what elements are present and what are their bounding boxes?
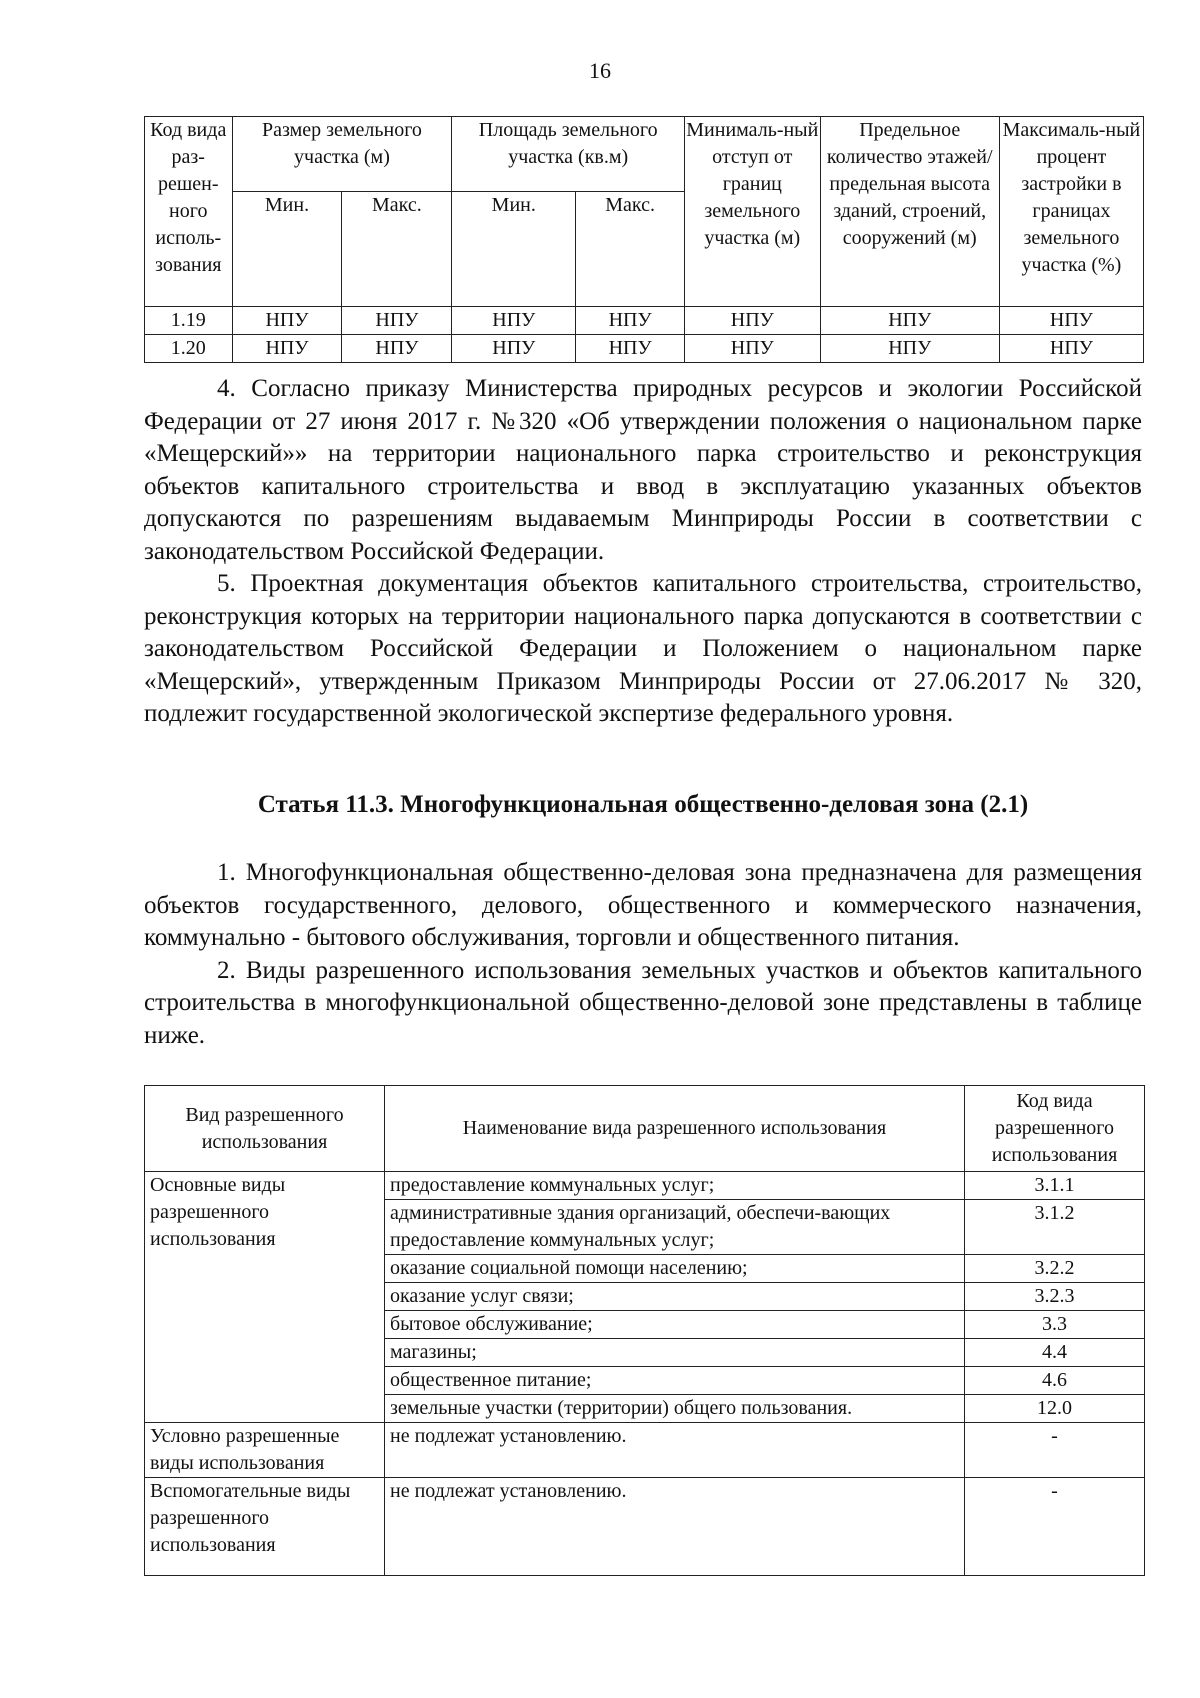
cell-code: 1.20 [145,335,233,363]
use-name: оказание услуг связи; [385,1283,965,1311]
paragraph-4: 4. Согласно приказу Министерства природных ресурсов и экологии Российской Федерации от 27 июня 2017 г. №320 «Об утверждении положения о национальном парке «Мещерский»» на территории национального парка строительство и реконструкция объектов капитального строительства и ввод в эксплуатацию указанных объектов допускаются по разрешениям выдаваемым Минприроды России в соответствии с законодательством Российской Федерации. [144,375,1142,565]
use-code: 4.4 [965,1339,1145,1367]
use-code: 12.0 [965,1395,1145,1423]
header-code: Код вида раз-решен-ного исполь-зования [145,117,233,307]
header-area-max: Макс. [576,192,685,307]
table-row [145,1423,1145,1478]
use-name: земельные участки (территории) общего пользования. [385,1395,965,1423]
cell: НПУ [232,335,342,363]
use-name: бытовое обслуживание; [385,1311,965,1339]
header-area: Площадь земельного участка (кв.м) [452,117,685,192]
use-code: 3.1.2 [965,1200,1145,1255]
header-setback: Минималь-ный отступ от границ земельного участка (м) [685,117,821,307]
cell: НПУ [452,307,576,335]
header-size: Размер земельного участка (м) [232,117,452,192]
use-name: общественное питание; [385,1367,965,1395]
table-row [145,335,1144,363]
use-name: магазины; [385,1339,965,1367]
use-name: административные здания организаций, обеспечи-вающих предоставление коммунальных услуг; [385,1200,965,1255]
header-percent: Максималь-ный процент застройки в границах земельного участка (%) [999,117,1143,307]
header-area-min: Мин. [452,192,576,307]
use-code: 3.3 [965,1311,1145,1339]
cell: НПУ [576,307,685,335]
paragraphs-block [144,373,1142,731]
cell: НПУ [999,307,1143,335]
zone-parameters-table [144,116,1144,363]
table-row [145,1478,1145,1576]
use-code: - [965,1423,1145,1478]
main-use-label: Основные виды разрешенного использования [145,1172,385,1423]
article-paragraphs-block [144,857,1142,1052]
cell: НПУ [342,307,452,335]
use-name: оказание социальной помощи населению; [385,1255,965,1283]
use-code: 4.6 [965,1367,1145,1395]
cell: НПУ [685,335,821,363]
use-name: не подлежат установлению. [385,1423,965,1478]
header-use-type: Вид разрешенного использования [145,1086,385,1172]
article-paragraph-2: 2. Виды разрешенного использования земельных участков и объектов капитального строительства в многофункциональной общественно-деловой зоне представлены в таблице ниже. [144,956,1142,1049]
cell: НПУ [999,335,1143,363]
header-size-min: Мин. [232,192,342,307]
table-row [145,307,1144,335]
cell: НПУ [685,307,821,335]
cell: НПУ [232,307,342,335]
conditional-use-label: Условно разрешенные виды использования [145,1423,385,1478]
header-use-name: Наименование вида разрешенного использования [385,1086,965,1172]
article-paragraph-1: 1. Многофункциональная общественно-деловая зона предназначена для размещения объектов государственного, делового, общественного и коммерческого назначения, коммунально - бытового обслуживания, торговли и общественного питания. [144,859,1142,951]
cell: НПУ [820,335,999,363]
cell: НПУ [576,335,685,363]
cell: НПУ [452,335,576,363]
cell: НПУ [342,335,452,363]
use-code: - [965,1478,1145,1576]
auxiliary-use-label: Вспомогательные виды разрешенного использования [145,1478,385,1576]
cell-code: 1.19 [145,307,233,335]
use-name: не подлежат установлению. [385,1478,965,1576]
header-use-code: Код вида разрешенного использования [965,1086,1145,1172]
use-code: 3.1.1 [965,1172,1145,1200]
header-size-max: Макс. [342,192,452,307]
use-name: предоставление коммунальных услуг; [385,1172,965,1200]
use-code: 3.2.3 [965,1283,1145,1311]
table-row [145,1172,1145,1200]
article-title: Статья 11.3. Многофункциональная общественно-деловая зона (2.1) [257,791,1029,818]
cell: НПУ [820,307,999,335]
page-number: 16 [589,58,611,83]
use-code: 3.2.2 [965,1255,1145,1283]
header-floors: Предельное количество этажей/ предельная высота зданий, строений, сооружений (м) [820,117,999,307]
paragraph-5: 5. Проектная документация объектов капитального строительства, строительство, реконструкция которых на территории национального парка допускаются в соответствии с законодательством Российской Федерации и Положением о национальном парке «Мещерский», утвержденным Приказом Минприроды России от 27.06.2017 № 320, подлежит государственной экологической экспертизе федерального уровня. [144,570,1142,727]
permitted-use-table [144,1085,1145,1576]
